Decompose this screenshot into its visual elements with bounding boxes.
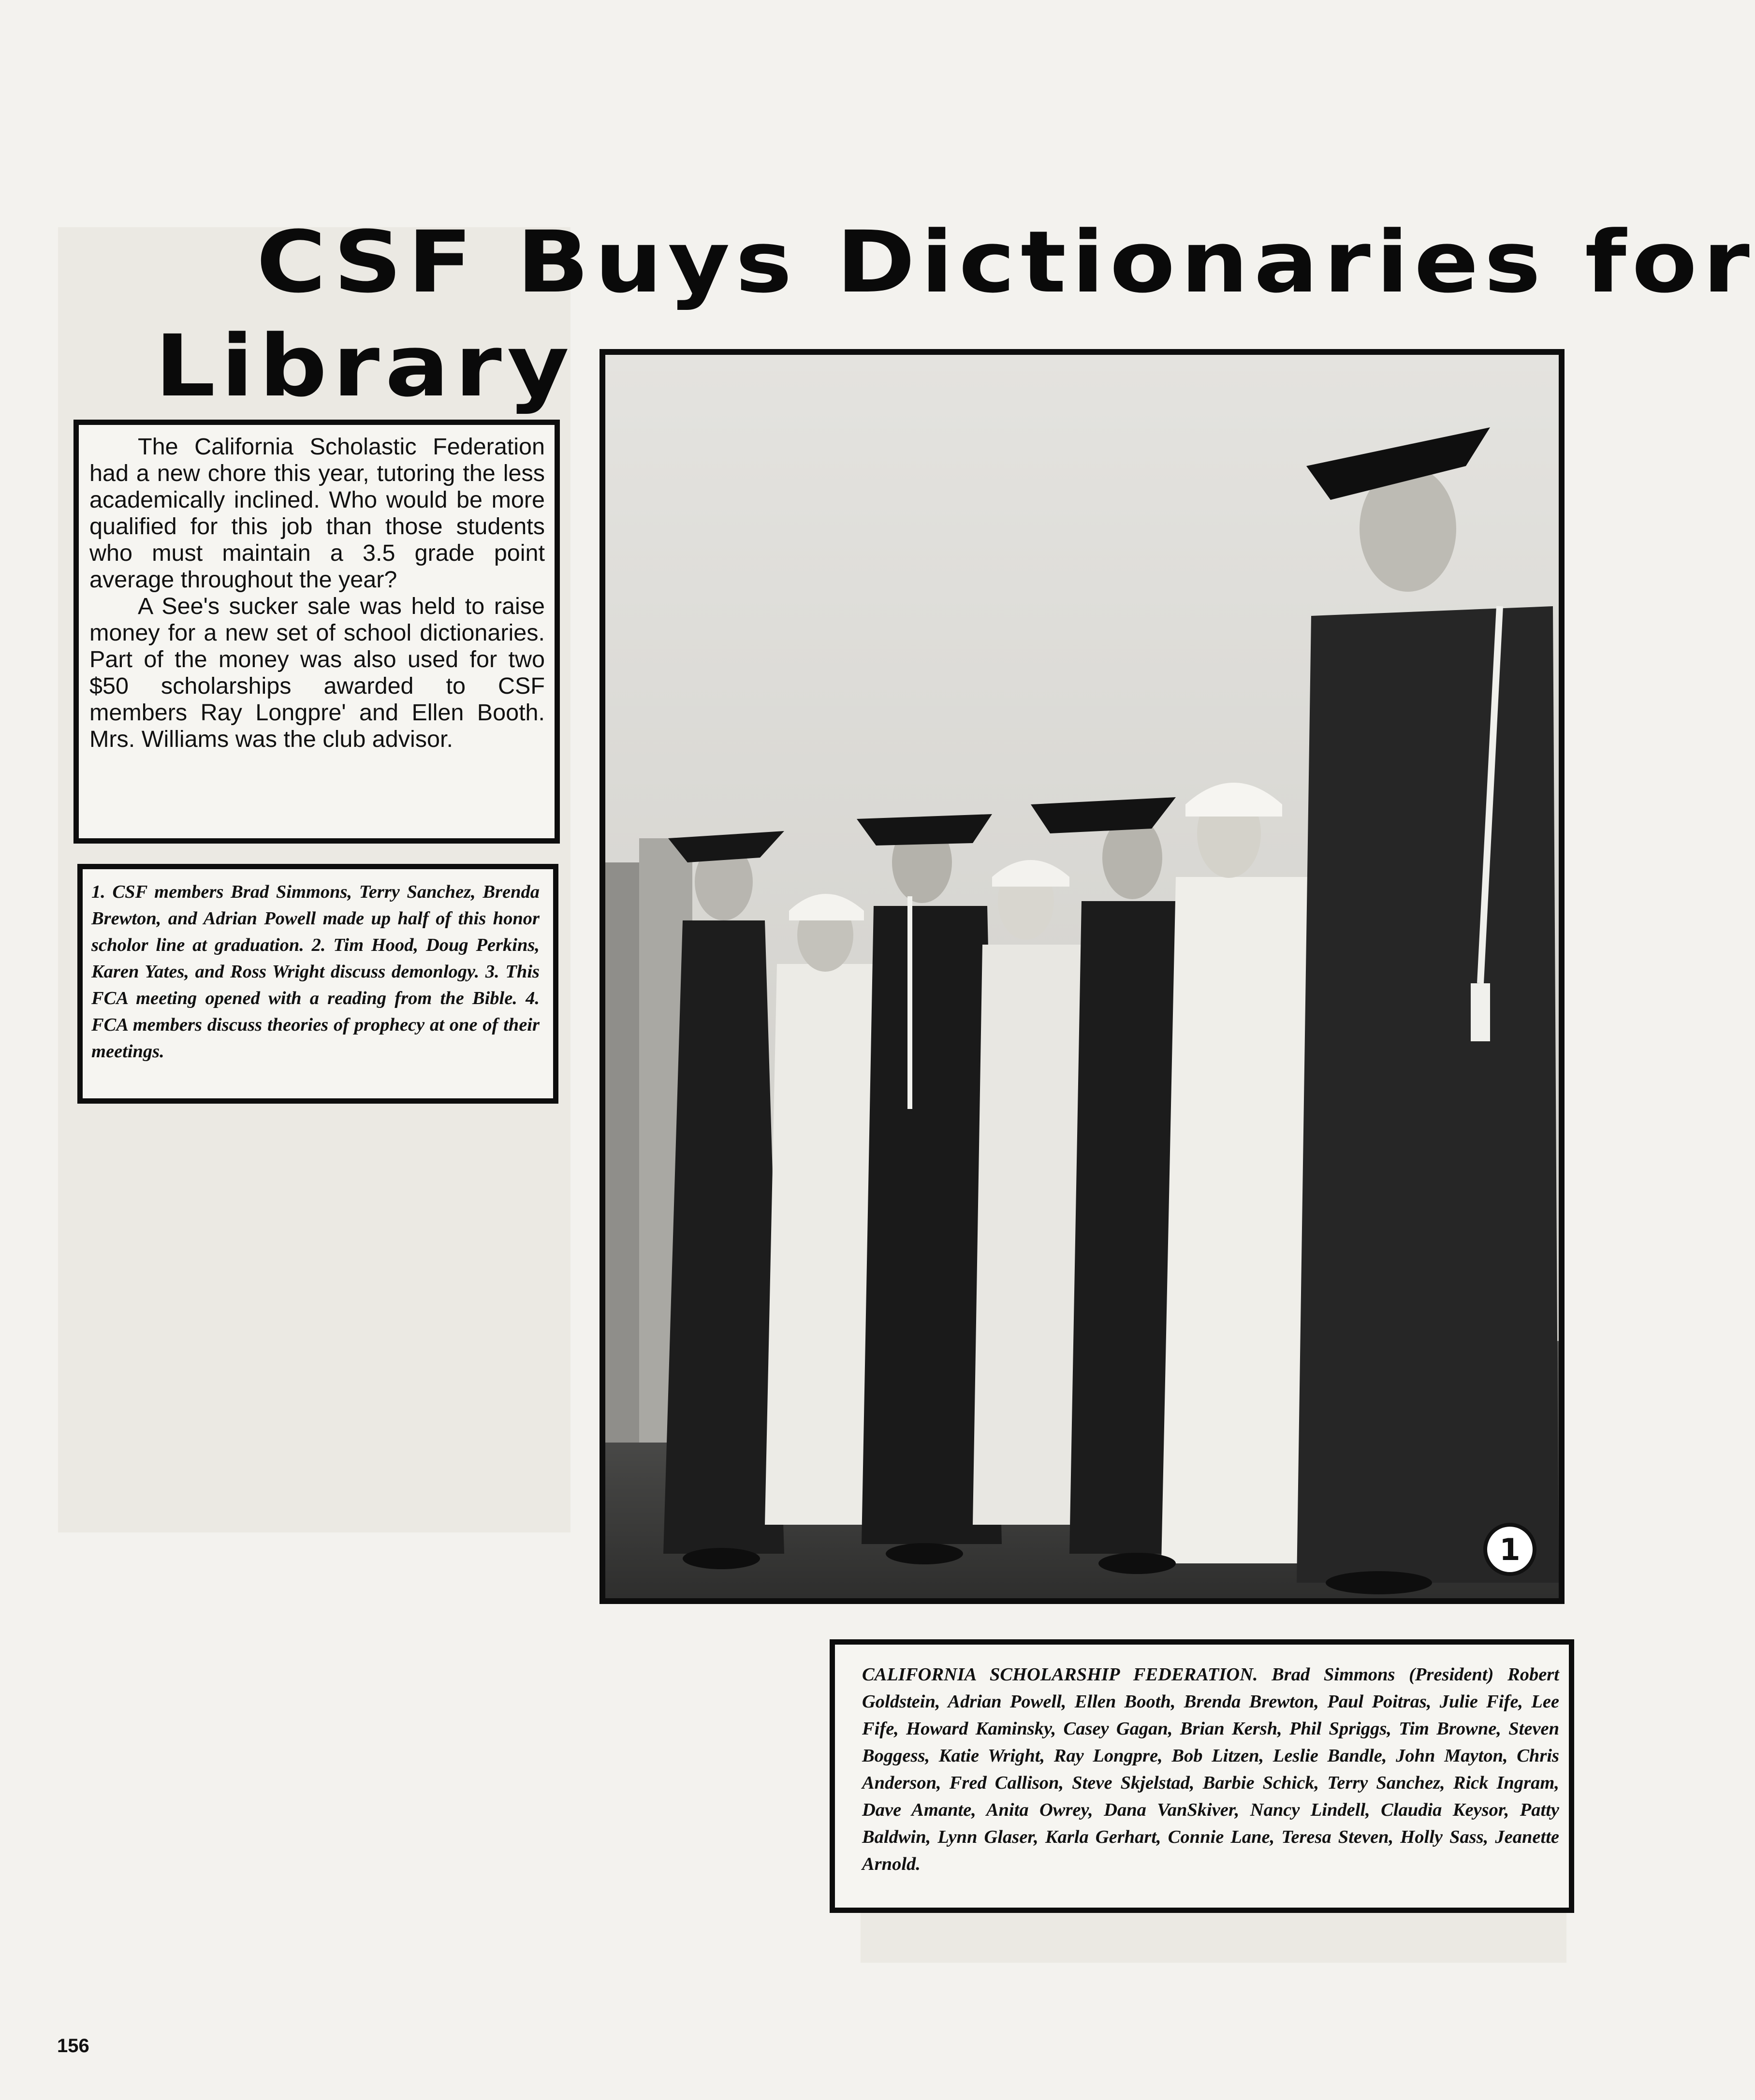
article-box <box>73 420 560 844</box>
page-number: 156 <box>57 2035 89 2056</box>
graduation-photo <box>600 349 1565 1604</box>
headline-line-1: CSF Buys Dictionaries for <box>256 213 1755 312</box>
photo-number-badge: 1 <box>1483 1523 1536 1576</box>
article-paragraph-1: The California Scholastic Federation had a new chore this year, tutoring the less academically inclined. Who would be more qualified for this job than those students who must maintain a 3.5 grade point average throughout the year? <box>89 434 545 593</box>
headline-line-2: Library <box>155 317 575 416</box>
roster-text: CALIFORNIA SCHOLARSHIP FEDERATION. Brad Simmons (President) Robert Goldstein, Adrian Powell, Ellen Booth, Brenda Brewton, Paul Poitras, Julie Fife, Lee Fife, Howard Kaminsky, Casey Gagan, Brian Kersh, Phil Spriggs, Tim Browne, Steven Boggess, Katie Wright, Ray Longpre, Bob Litzen, Leslie Bandle, John Mayton, Chris Anderson, Fred Callison, Steve Skjelstad, Barbie Schick, Terry Sanchez, Rick Ingram, Dave Amante, Anita Owrey, Dana VanSkiver, Nancy Lindell, Claudia Keysor, Patty Baldwin, Lynn Glaser, Karla Gerhart, Connie Lane, Teresa Steven, Holly Sass, Jeanette Arnold. <box>862 1664 1559 1874</box>
roster-box <box>830 1639 1574 1913</box>
photo-captions-box <box>77 864 558 1104</box>
photo-captions-text: 1. CSF members Brad Simmons, Terry Sanchez, Brenda Brewton, and Adrian Powell made up half of this honor scholor line at graduation. 2. Tim Hood, Doug Perkins, Karen Yates, and Ross Wright discuss demonlogy. 3. This FCA meeting opened with a reading from the Bible. 4. FCA members discuss theories of prophecy at one of their meetings. <box>91 882 540 1062</box>
graduation-line-illustration <box>605 355 1559 1598</box>
article-paragraph-2: A See's sucker sale was held to raise money for a new set of school dictionaries. Part of the money was also used for two $50 scholarships awarded to CSF members Ray Longpre' and Ellen Booth. Mrs. Williams was the club advisor. <box>89 593 545 752</box>
